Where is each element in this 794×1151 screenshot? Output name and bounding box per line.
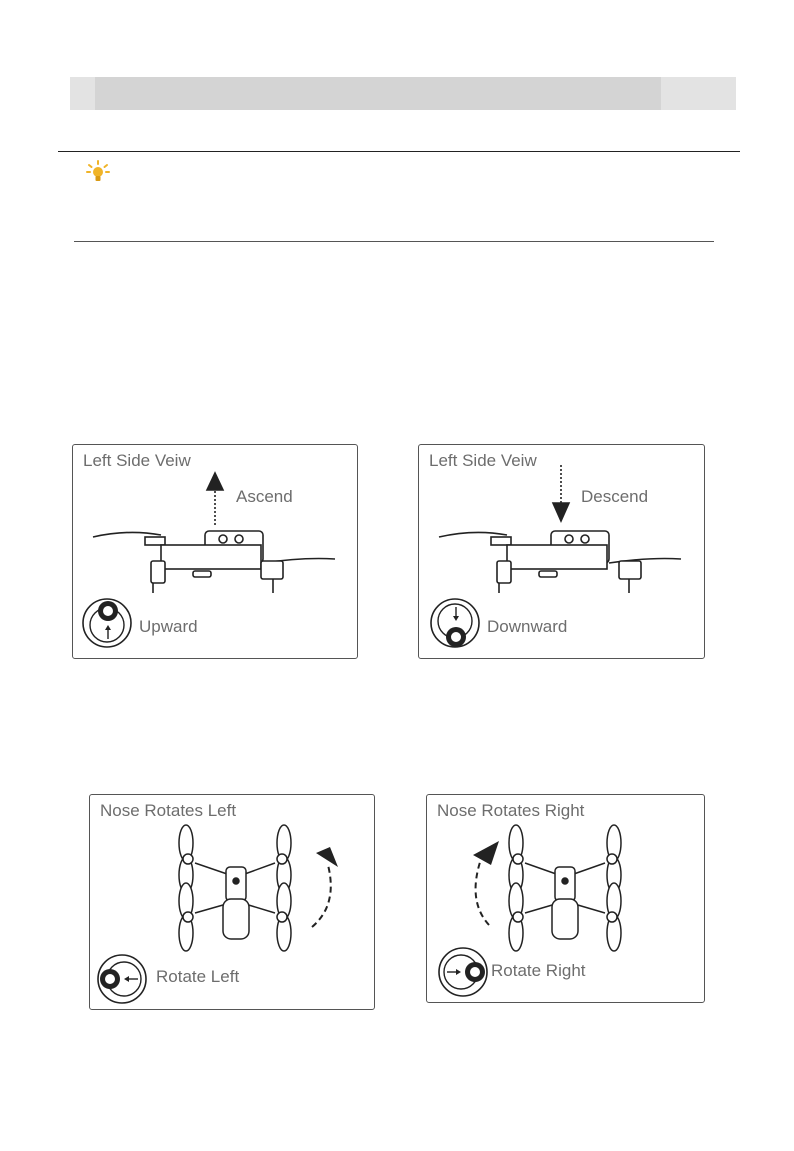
- panel-title: Left Side Veiw: [429, 451, 537, 470]
- descend-panel: [418, 444, 705, 659]
- tip-top-rule: [58, 151, 740, 152]
- ascend-label: Ascend: [236, 487, 293, 506]
- ascend-panel: [72, 444, 358, 659]
- rotate-arrow: [316, 847, 338, 867]
- rotate-arrow: [473, 841, 499, 865]
- panel-title: Nose Rotates Right: [437, 801, 585, 820]
- panel-title: Nose Rotates Left: [100, 801, 237, 820]
- stick-direction-label: Downward: [487, 617, 568, 636]
- panel-title: Left Side Veiw: [83, 451, 191, 470]
- section-header-bar: [70, 77, 736, 110]
- rotate-left-panel: [89, 794, 375, 1010]
- descend-label: Descend: [581, 487, 649, 506]
- stick-direction-label: Rotate Left: [156, 967, 240, 986]
- stick-direction-label: Upward: [139, 617, 198, 636]
- rotate-right-panel: [426, 794, 705, 1003]
- stick-upward-icon: [81, 597, 133, 649]
- lightbulb-tip-icon: [86, 160, 110, 184]
- tip-bottom-rule: [74, 241, 714, 242]
- stick-downward-icon: [429, 597, 481, 649]
- stick-direction-label: Rotate Right: [491, 961, 586, 980]
- stick-rotate-left-icon: [96, 953, 148, 1005]
- stick-rotate-right-icon: [437, 946, 489, 998]
